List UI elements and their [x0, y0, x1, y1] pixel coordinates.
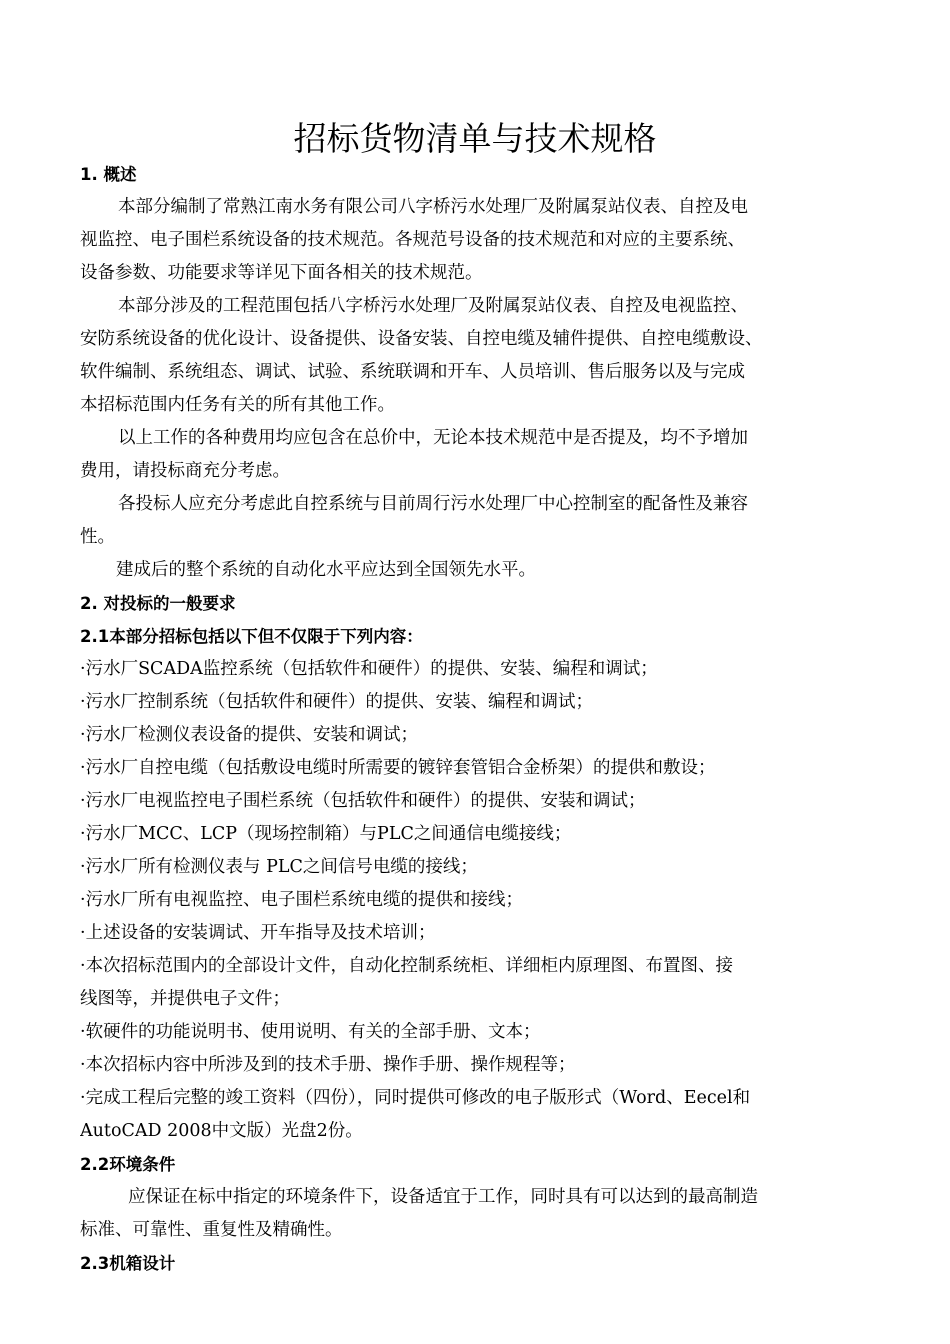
- paragraph-line: 以上工作的各种费用均应包含在总价中，无论本技术规范中是否提及，均不予增加: [118, 428, 748, 448]
- paragraph-line: ·污水厂自控电缆（包括敷设电缆时所需要的镀锌套管铝合金桥架）的提供和敷设；: [80, 758, 716, 778]
- paragraph-line: 安防系统设备的优化设计、设备提供、设备安装、自控电缆及辅件提供、自控电缆敷设、: [80, 329, 763, 349]
- paragraph-line: AutoCAD 2008中文版）光盘2份。: [80, 1121, 363, 1141]
- paragraph-line: 应保证在标中指定的环境条件下，设备适宜于工作，同时具有可以达到的最高制造: [128, 1187, 758, 1207]
- page-title: 招标货物清单与技术规格: [293, 119, 657, 158]
- paragraph-line: ·污水厂SCADA监控系统（包括软件和硬件）的提供、安装、编程和调试；: [80, 659, 658, 679]
- paragraph-line: ·污水厂电视监控电子围栏系统（包括软件和硬件）的提供、安装和调试；: [80, 791, 646, 811]
- paragraph-line: ·污水厂所有电视监控、电子围栏系统电缆的提供和接线；: [80, 890, 524, 910]
- paragraph-line: ·污水厂检测仪表设备的提供、安装和调试；: [80, 725, 419, 745]
- paragraph-line: ·本次招标内容中所涉及到的技术手册、操作手册、操作规程等；: [80, 1055, 576, 1075]
- paragraph-line: 本招标范围内任务有关的所有其他工作。: [80, 395, 395, 415]
- paragraph-line: ·污水厂所有检测仪表与 PLC之间信号电缆的接线；: [80, 857, 478, 877]
- paragraph-line: ·上述设备的安装调试、开车指导及技术培训；: [80, 923, 436, 943]
- section-heading: 1. 概述: [80, 165, 137, 184]
- paragraph-line: 本部分编制了常熟江南水务有限公司八字桥污水处理厂及附属泵站仪表、自控及电: [118, 197, 748, 217]
- paragraph-line: 线图等，并提供电子文件；: [80, 989, 290, 1009]
- paragraph-line: 视监控、电子围栏系统设备的技术规范。各规范号设备的技术规范和对应的主要系统、: [80, 230, 745, 250]
- section-heading: 2.3机箱设计: [80, 1254, 176, 1273]
- section-heading: 2.2环境条件: [80, 1155, 176, 1174]
- paragraph-line: ·污水厂MCC、LCP（现场控制箱）与PLC之间通信电缆接线；: [80, 824, 572, 844]
- section-heading: 2. 对投标的一般要求: [80, 594, 236, 613]
- paragraph-line: 设备参数、功能要求等详见下面各相关的技术规范。: [80, 263, 483, 283]
- document-body: [80, 158, 840, 1280]
- paragraph-line: 标准、可靠性、重复性及精确性。: [80, 1220, 343, 1240]
- paragraph-line: 软件编制、系统组态、调试、试验、系统联调和开车、人员培训、售后服务以及与完成: [80, 362, 745, 382]
- paragraph-line: ·完成工程后完整的竣工资料（四份），同时提供可修改的电子版形式（Word、Eecel和: [80, 1088, 751, 1108]
- paragraph-line: 性。: [80, 527, 115, 547]
- paragraph-line: 本部分涉及的工程范围包括八字桥污水处理厂及附属泵站仪表、自控及电视监控、: [118, 296, 748, 316]
- paragraph-line: ·本次招标范围内的全部设计文件，自动化控制系统柜、详细柜内原理图、布置图、接: [80, 956, 734, 976]
- section-heading: 2.1本部分招标包括以下但不仅限于下列内容：: [80, 627, 423, 646]
- paragraph-line: 建成后的整个系统的自动化水平应达到全国领先水平。: [116, 560, 536, 580]
- paragraph-line: 各投标人应充分考虑此自控系统与目前周行污水处理厂中心控制室的配备性及兼容: [118, 494, 748, 514]
- paragraph-line: 费用，请投标商充分考虑。: [80, 461, 290, 481]
- paragraph-line: ·软硬件的功能说明书、使用说明、有关的全部手册、文本；: [80, 1022, 541, 1042]
- paragraph-line: ·污水厂控制系统（包括软件和硬件）的提供、安装、编程和调试；: [80, 692, 594, 712]
